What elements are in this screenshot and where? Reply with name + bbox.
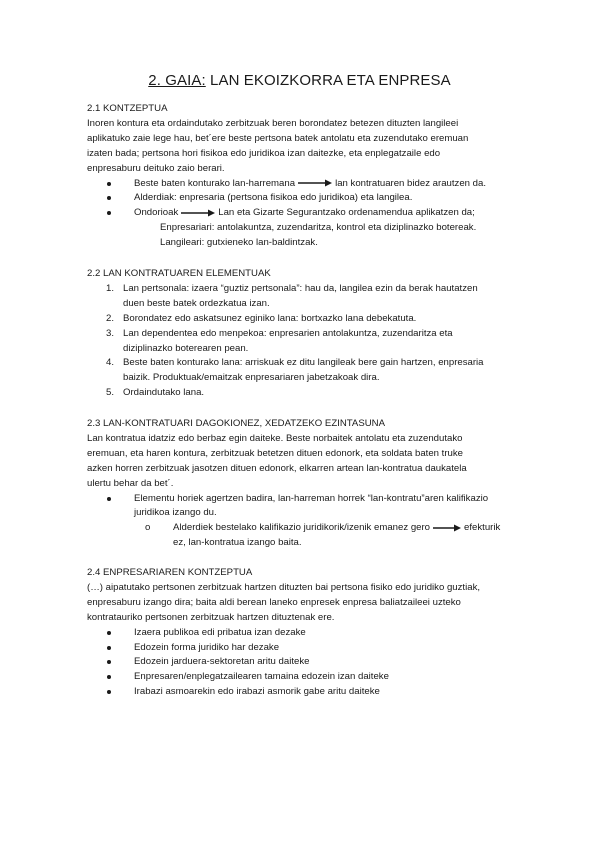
sub-list-item — [87, 521, 517, 551]
list-item — [87, 282, 517, 312]
paragraph-line: Lan kontratua idatziz edo berbaz egin daiteke. Beste norbaitek antolatu eta zuzendutako — [87, 432, 463, 444]
section-heading: 2.1 KONTZEPTUA — [87, 103, 168, 114]
list-item-text: efekturik — [464, 522, 501, 534]
list-item-text: Borondatez edo askatsunez eginiko lana: bortxazko lana debekatuta. — [123, 312, 417, 324]
paragraph-line: eremuan, eta haren kontura, zerbitzuak betetzen dituen edonork, eta soldata baten truke — [87, 447, 464, 459]
paragraph-line: izaten bada; pertsona hori fisikoa edo juridikoa izan daitezke, eta enplegatzaile edo — [87, 147, 441, 159]
list-number: 2. — [106, 312, 115, 324]
paragraph-line: enpresaburu deituko zaio berari. — [87, 162, 225, 174]
list-item — [87, 312, 517, 327]
list-item: Edozein forma juridiko har dezake — [87, 641, 517, 656]
arrow-right-icon — [298, 179, 332, 187]
arrow-right-icon — [433, 524, 461, 532]
list-item-text: lan kontratuaren bidez arautzen da. — [335, 177, 487, 189]
section-kontzeptua — [87, 102, 517, 251]
bullet-list — [87, 177, 517, 222]
list-item-text: Lan pertsonala: izaera “guztiz pertsonala”: hau da, langilea ezin da berak hautatzen — [123, 282, 478, 294]
page-title — [0, 72, 599, 89]
section-heading: 2.4 ENPRESARIAREN KONTZEPTUA — [87, 567, 253, 578]
bullet-list — [87, 626, 517, 701]
list-item: Izaera publikoa edi pribatua izan dezake — [87, 626, 517, 641]
title-text: LAN EKOIZKORRA ETA ENPRESA — [205, 72, 451, 89]
paragraph-line: aplikatuko zaie lege hau, bet´ere beste pertsona batek antolatu eta zuzendutako eremuan — [87, 132, 469, 144]
paragraph-line: Inoren kontura eta ordaindutako zerbitzuak beren borondatez betezen dituzten langileei — [87, 117, 459, 129]
list-item-text: diziplinazko boterearen pean. — [123, 342, 249, 354]
arrow-right-icon — [181, 209, 215, 217]
list-item-text: Elementu horiek agertzen badira, lan-harreman horrek “lan-kontratu”aren kalifikazio — [134, 492, 489, 504]
list-number: 1. — [106, 282, 115, 294]
numbered-list — [87, 282, 517, 401]
paragraph-line: ulertu behar da bet´. — [87, 477, 174, 489]
list-item — [87, 327, 517, 357]
section-enpresariaren-kontzeptua — [87, 566, 517, 700]
list-item — [87, 356, 517, 386]
list-item: Irabazi asmoarekin edo irabazi asmorik gabe aritu daiteke — [87, 685, 517, 700]
list-item-text: Alderdiak: enpresaria (pertsona fisikoa edo juridikoa) eta langilea. — [134, 192, 413, 204]
list-item-text: juridikoa izango du. — [134, 507, 217, 519]
list-item — [87, 191, 517, 206]
sub-line: Enpresariari: antolakuntza, zuzendaritza, kontrol eta diziplinazko botereak. — [160, 222, 477, 234]
paragraph-line: enpresaburu izango dira; baita aldi berean laneko enpresek enpresa baliatzaileei uzteko — [87, 596, 461, 608]
list-item-text: Beste baten konturako lan-harremana — [134, 177, 296, 189]
list-item — [87, 386, 517, 401]
list-item-text: Beste baten konturako lana: arriskuak ez ditu langileak bere gain hartzen, enpresaria — [123, 357, 484, 369]
list-item-text: Ordaindutako lana. — [123, 387, 205, 399]
list-number: 5. — [106, 387, 115, 399]
section-lan-kontratuaren-elementuak — [87, 267, 517, 401]
bullet-list — [87, 492, 517, 522]
list-item-text: Lan eta Gizarte Segurantzako ordenamendua aplikatzen da; — [218, 207, 475, 219]
list-item-text: ez, lan-kontratua izango baita. — [173, 537, 302, 549]
paragraph-line: kontratauriko pertsonen zerbitzuak hartzen dituztenak ere. — [87, 611, 335, 623]
paragraph-line: azken horren zerbitzuak jasotzen dituen edonork, elkarren artean lan-kontratua daukatela — [87, 462, 467, 474]
paragraph-line: (…) aipatutako pertsonen zerbitzuak hartzen dituzten bai pertsona fisiko edo juridiko guztiak, — [87, 581, 481, 593]
list-item-text: Alderdiek bestelako kalifikazio juridikorik/izenik emanez gero — [173, 522, 431, 534]
list-item-text: duen beste batek ordezkatua izan. — [123, 297, 270, 309]
list-number: 4. — [106, 357, 115, 369]
list-item: Edozein jarduera-sektoretan aritu daiteke — [87, 655, 517, 670]
sub-line: Langileari: gutxieneko lan-baldintzak. — [160, 237, 318, 249]
list-item-text: Lan dependentea edo menpekoa: enpresarien antolakuntza, zuzendaritza eta — [123, 327, 453, 339]
list-item — [87, 206, 517, 221]
section-heading: 2.3 LAN-KONTRATUARI DAGOKIONEZ, XEDATZEKO EZINTASUNA — [87, 418, 385, 429]
list-number: 3. — [106, 327, 115, 339]
section-xedatzeko-ezintasuna — [87, 417, 517, 551]
section-heading: 2.2 LAN KONTRATUAREN ELEMENTUAK — [87, 268, 271, 279]
title-number: 2. GAIA: — [148, 72, 206, 89]
list-item — [87, 177, 517, 192]
circle-bullet-icon: o — [145, 522, 151, 534]
list-item-text: baizik. Produktuak/emaitzak enpresariaren jabetzakoak dira. — [123, 372, 380, 384]
list-item — [87, 492, 517, 522]
list-item-text: Ondorioak — [134, 207, 179, 219]
list-item: Enpresaren/enplegatzailearen tamaina edozein izan daiteke — [87, 670, 517, 685]
